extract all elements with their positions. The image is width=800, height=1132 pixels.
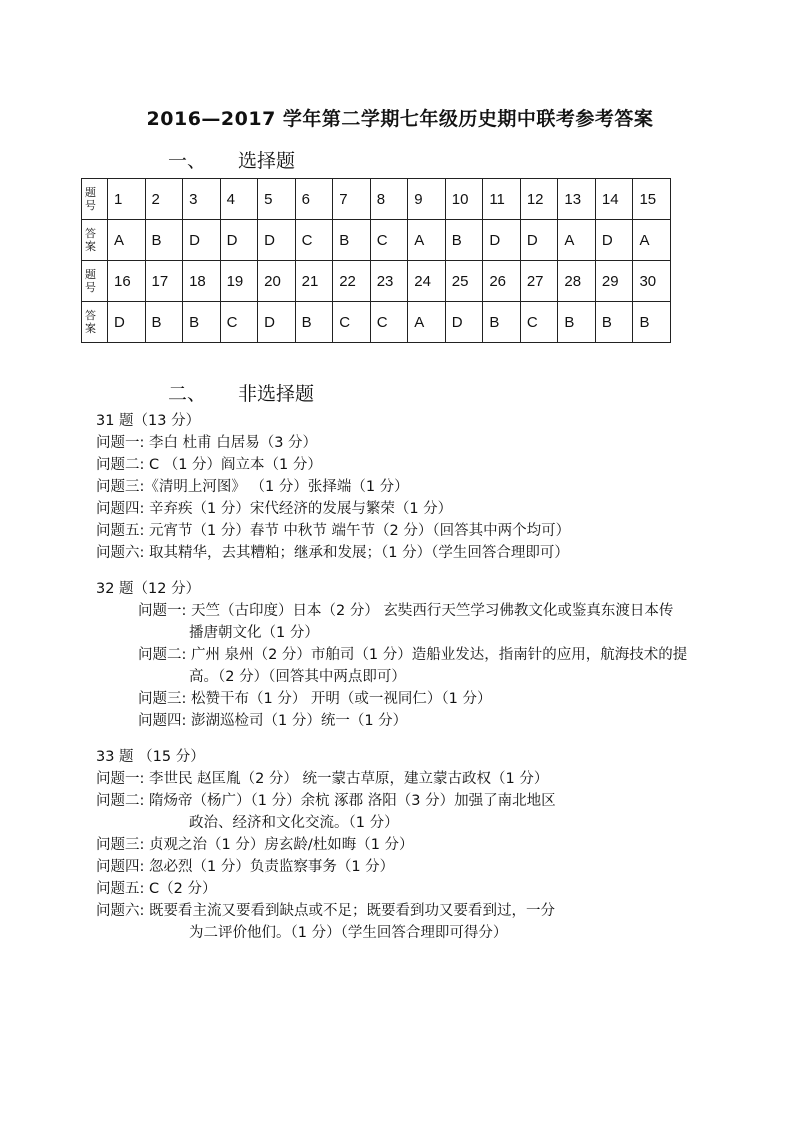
answer-cell: B xyxy=(295,302,333,343)
q32-line-6: 问题四: 澎湖巡检司（1 分）统一（1 分） xyxy=(138,713,408,729)
answer-cell: D xyxy=(220,220,258,261)
q31-line-6: 问题六: 取其精华，去其糟粕；继承和发展；（1 分）（学生回答合理即可） xyxy=(96,545,569,561)
q33-line-4: 问题三: 贞观之治（1 分）房玄龄/杜如晦（1 分） xyxy=(96,837,414,853)
q31-line-2: 问题二: C （1 分）阎立本（1 分） xyxy=(96,457,322,473)
section-label: 选择题 xyxy=(238,150,296,172)
question-number-cell: 4 xyxy=(220,179,258,220)
row-label: 题号 xyxy=(85,268,96,294)
answer-cell: D xyxy=(520,220,558,261)
question-number-cell: 18 xyxy=(183,261,221,302)
question-number-cell: 5 xyxy=(258,179,296,220)
page-title: 2016—2017 学年第二学期七年级历史期中联考参考答案 xyxy=(146,108,654,130)
question-number-cell: 11 xyxy=(483,179,521,220)
question-number-cell: 25 xyxy=(445,261,483,302)
question-number-cell: 8 xyxy=(370,179,408,220)
row-label-cell xyxy=(82,220,108,261)
question-number-cell: 19 xyxy=(220,261,258,302)
question-number-cell: 30 xyxy=(633,261,671,302)
answer-cell: B xyxy=(145,220,183,261)
question-number-cell: 29 xyxy=(595,261,633,302)
answer-cell: A xyxy=(108,220,146,261)
answer-cell: C xyxy=(333,302,371,343)
question-number-cell: 14 xyxy=(595,179,633,220)
question-number-cell: 27 xyxy=(520,261,558,302)
q33-line-7: 问题六: 既要看主流又要看到缺点或不足；既要看到功又要看到过，一分 xyxy=(96,903,555,919)
question-number-cell: 23 xyxy=(370,261,408,302)
answer-cell: B xyxy=(483,302,521,343)
question-number-cell: 6 xyxy=(295,179,333,220)
q33-line-2: 问题二: 隋炀帝（杨广）（1 分）余杭 涿郡 洛阳（3 分）加强了南北地区 xyxy=(96,793,556,809)
answer-cell: A xyxy=(408,302,446,343)
q32-line-1: 问题一: 天竺（古印度）日本（2 分） 玄奘西行天竺学习佛教文化或鉴真东渡日本传 xyxy=(138,603,674,619)
q32-line-2: 播唐朝文化（1 分） xyxy=(189,625,319,641)
section-label: 非选择题 xyxy=(238,383,315,405)
question-number-cell: 17 xyxy=(145,261,183,302)
answer-cell: D xyxy=(108,302,146,343)
row-label: 答案 xyxy=(85,309,96,335)
question-number-cell: 2 xyxy=(145,179,183,220)
q33-line-1: 问题一: 李世民 赵匡胤（2 分） 统一蒙古草原，建立蒙古政权（1 分） xyxy=(96,771,549,787)
question-number-cell: 22 xyxy=(333,261,371,302)
answer-cell: A xyxy=(558,220,596,261)
q31-line-3: 问题三:《清明上河图》 （1 分）张择端（1 分） xyxy=(96,479,409,495)
row-label-cell xyxy=(82,179,108,220)
answer-cell: B xyxy=(445,220,483,261)
q32-line-4: 高。（2 分）（回答其中两点即可） xyxy=(189,669,406,685)
answer-cell: B xyxy=(183,302,221,343)
q33-header: 33 题 （15 分） xyxy=(96,749,205,765)
row-label-cell xyxy=(82,302,108,343)
q32-line-5: 问题三: 松赞干布（1 分） 开明（或一视同仁）（1 分） xyxy=(138,691,492,707)
question-number-cell: 20 xyxy=(258,261,296,302)
section-choice-heading xyxy=(168,146,295,173)
question-number-cell: 16 xyxy=(108,261,146,302)
section-number: 二、 xyxy=(168,383,207,405)
question-number-cell: 9 xyxy=(408,179,446,220)
answer-cell: D xyxy=(483,220,521,261)
answer-cell: A xyxy=(408,220,446,261)
question-number-cell: 3 xyxy=(183,179,221,220)
question-number-cell: 28 xyxy=(558,261,596,302)
answer-cell: A xyxy=(633,220,671,261)
question-number-cell: 7 xyxy=(333,179,371,220)
answer-cell: D xyxy=(445,302,483,343)
q31-line-1: 问题一: 李白 杜甫 白居易（3 分） xyxy=(96,435,318,451)
section-nonchoice-heading xyxy=(168,379,314,406)
q31-line-5: 问题五: 元宵节（1 分）春节 中秋节 端午节（2 分）（回答其中两个均可） xyxy=(96,523,571,539)
row-label-cell xyxy=(82,261,108,302)
answer-cell: D xyxy=(258,220,296,261)
answer-table xyxy=(81,178,671,343)
table-row xyxy=(82,261,671,302)
section-number: 一、 xyxy=(168,150,207,172)
q31-line-4: 问题四: 辛弃疾（1 分）宋代经济的发展与繁荣（1 分） xyxy=(96,501,453,517)
question-number-cell: 12 xyxy=(520,179,558,220)
answer-cell: B xyxy=(333,220,371,261)
table-row xyxy=(82,302,671,343)
q33-line-6: 问题五: C（2 分） xyxy=(96,881,217,897)
table-row xyxy=(82,179,671,220)
question-number-cell: 1 xyxy=(108,179,146,220)
question-number-cell: 26 xyxy=(483,261,521,302)
row-label: 答案 xyxy=(85,227,96,253)
q33-line-8: 为二评价他们。（1 分）（学生回答合理即可得分） xyxy=(189,925,508,941)
question-number-cell: 21 xyxy=(295,261,333,302)
answer-cell: C xyxy=(220,302,258,343)
answer-cell: B xyxy=(633,302,671,343)
answer-cell: C xyxy=(370,302,408,343)
row-label: 题号 xyxy=(85,186,96,212)
question-number-cell: 10 xyxy=(445,179,483,220)
answer-cell: C xyxy=(370,220,408,261)
question-number-cell: 24 xyxy=(408,261,446,302)
q33-line-5: 问题四: 忽必烈（1 分）负责监察事务（1 分） xyxy=(96,859,395,875)
table-row xyxy=(82,220,671,261)
q31-header: 31 题（13 分） xyxy=(96,413,201,429)
answer-cell: B xyxy=(595,302,633,343)
answer-cell: D xyxy=(258,302,296,343)
q32-header: 32 题（12 分） xyxy=(96,581,201,597)
answer-cell: B xyxy=(558,302,596,343)
question-number-cell: 15 xyxy=(633,179,671,220)
q32-line-3: 问题二: 广州 泉州（2 分）市舶司（1 分）造船业发达，指南针的应用，航海技术的提 xyxy=(138,647,688,663)
answer-cell: D xyxy=(595,220,633,261)
q33-line-3: 政治、经济和文化交流。（1 分） xyxy=(189,815,399,831)
answer-cell: C xyxy=(520,302,558,343)
answer-cell: D xyxy=(183,220,221,261)
question-number-cell: 13 xyxy=(558,179,596,220)
answer-cell: C xyxy=(295,220,333,261)
answer-cell: B xyxy=(145,302,183,343)
